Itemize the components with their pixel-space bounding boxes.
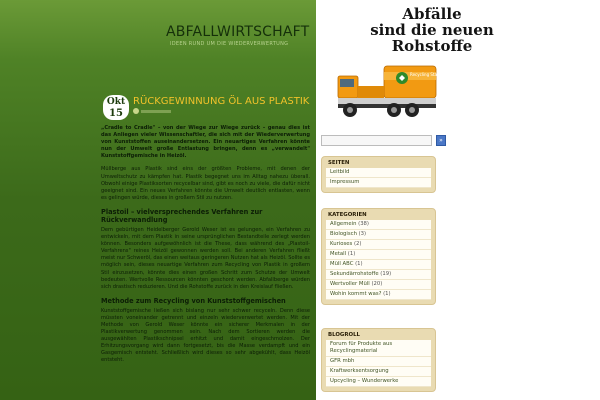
pages-widget-title: SEITEN (328, 160, 350, 166)
category-count: (38) (358, 221, 369, 227)
header-slogan-line: sind die neuen (370, 21, 494, 39)
category-count: (1) (355, 261, 363, 267)
comment-icon[interactable] (133, 108, 139, 114)
category-name: Wohin kommt was? (330, 291, 382, 297)
truck-logo-text: Recycling Station (410, 72, 445, 77)
category-link[interactable] (326, 250, 431, 260)
category-name: Biologisch (330, 231, 357, 237)
post-date-month: Okt (106, 97, 126, 107)
category-name: Sekundärrohstoffe (330, 271, 379, 277)
categories-widget (321, 208, 436, 305)
blogroll-widget (321, 328, 436, 392)
category-count: (19) (380, 271, 392, 277)
category-name: Kurioses (330, 241, 353, 247)
category-link[interactable] (326, 290, 431, 300)
category-link[interactable] (326, 240, 431, 250)
category-count: (2) (353, 241, 362, 247)
post-date-day: 15 (109, 108, 123, 119)
category-count: (3) (358, 231, 367, 237)
category-count: (1) (347, 251, 356, 257)
blogroll-link[interactable]: Kraftwerksentsorgung (326, 367, 431, 377)
post-meta-text (141, 110, 171, 113)
header-slogan (332, 6, 532, 54)
post-paragraph: Müllberge aus Plastik sind eins der größten Probleme, mit denen der Umweltschutz zu kämpfen hat. Plastik begegnet uns im Alltag nahezu überall. Obwohl einige Plastiksorten recycelbar sind, gibt es noch zu viele, die dafür nicht geeignet sind. Ein neues Verfahren könnte die Umwelt deutlich entlasten, wenn es gelingen würde, dieses in großem Stil zu nutzen. (101, 166, 310, 201)
category-name: Metall (330, 251, 347, 257)
categories-widget-title: KATEGORIEN (328, 212, 367, 218)
site-tagline: IDEEN RUND UM DIE WIEDERVERWERTUNG (170, 41, 289, 47)
blogroll-link[interactable]: Upcycling – Wunderwerke (326, 377, 431, 387)
category-name: Wertvoller Müll (330, 281, 370, 287)
category-link[interactable] (326, 230, 431, 240)
post-date-badge (103, 95, 129, 120)
category-link[interactable] (326, 220, 431, 230)
category-link[interactable] (326, 280, 431, 290)
page-link[interactable]: Impressum (326, 178, 431, 188)
post-content (101, 125, 310, 371)
categories-list (326, 220, 431, 300)
site-title[interactable]: ABFALLWIRTSCHAFT (166, 24, 310, 40)
search-input[interactable] (321, 135, 432, 146)
post-paragraph: Kunststoffgemische ließen sich bislang nur sehr schwer recyceln. Denn diese müssten voneinander getrennt und einzeln wiederverwertet werden. Mit der Methode von Gerold Weser könnte ein sicherer Merkmalen in der Plastikverwertung genommen sein. Nach dem Sortieren werden die ausgewählten Plastikschnipsel erhitzt und damit eingeschmolzen. Der Erhitzungsvorgang wird dann fortgesetzt, bis die Masse verdampft und ein Gasgemisch entsteht. Schließlich wird dieses so sehr abgekühlt, dass Heizöl entsteht. (101, 307, 310, 364)
blogroll-link[interactable]: Forum für Produkte aus Recyclingmaterial (326, 340, 431, 357)
post-lead: „Cradle to Cradle" – von der Wiege zur Wiege zurück – genau dies ist das Anliegen vieler Wissenschaftler, die sich mit der Wiederverwertung von Kunststoffen auseinandersetzen. Ein neuartiges Verfahren könnte nun der Umwelt große Entlastung bringen, denn es „verwandelt" Kunststoffgemische in Heizöl. (101, 125, 310, 160)
page-link[interactable]: Leitbild (326, 168, 431, 178)
category-link[interactable] (326, 260, 431, 270)
post-paragraph: Dem gebürtigen Heidelberger Gerold Weser ist es gelungen, ein Verfahren zu entwickeln, mit dem Plastik in seine ursprünglichen Bestandteile zerlegt werden können. Besonders aufgewöhnlich ist die These, dass während des „Plastoil-Verfahrens" reines Heizöl gewonnen werden soll. Bei anderen Verfahren fließt meist nur Schweröl, das einen weitaus geringeren Nutzen hat als Heizöl. Sollte es möglich sein, dieses neuartige Verfahren zum Recycling von Plastik in großem Stil einzusetzen, könnte dies einen großen Schritt zum Schutze der Umwelt bedeuten. Wertvolle Ressourcen könnten geschont werden. Abfallberge würden sich drastisch reduzieren. Und die Rohstoffe zurück in den Kreislauf fließen. (101, 226, 310, 290)
post-meta (133, 108, 181, 115)
header-slogan-line: Abfälle (402, 5, 462, 23)
blogroll-list (326, 340, 431, 387)
category-count: (20) (371, 281, 383, 287)
garbage-truck-image (338, 58, 445, 120)
pages-list (326, 168, 431, 188)
blogroll-widget-title: BLOGROLL (328, 332, 360, 338)
category-name: Allgemein (330, 221, 357, 227)
category-count: (1) (383, 291, 391, 297)
post-title[interactable]: RÜCKGEWINNUNG ÖL AUS PLASTIK (133, 96, 310, 107)
header-slogan-line: Rohstoffe (391, 37, 473, 55)
post-subheading: Plastoil – vielversprechendes Verfahren zur Rückverwandlung (101, 207, 263, 224)
search-button[interactable]: » (436, 135, 446, 146)
pages-widget (321, 156, 436, 193)
category-link[interactable] (326, 270, 431, 280)
blogroll-link[interactable]: GFR mbh (326, 357, 431, 367)
post-subheading: Methode zum Recycling von Kunststoffgemischen (101, 296, 286, 305)
category-name: Müll ABC (330, 261, 354, 267)
